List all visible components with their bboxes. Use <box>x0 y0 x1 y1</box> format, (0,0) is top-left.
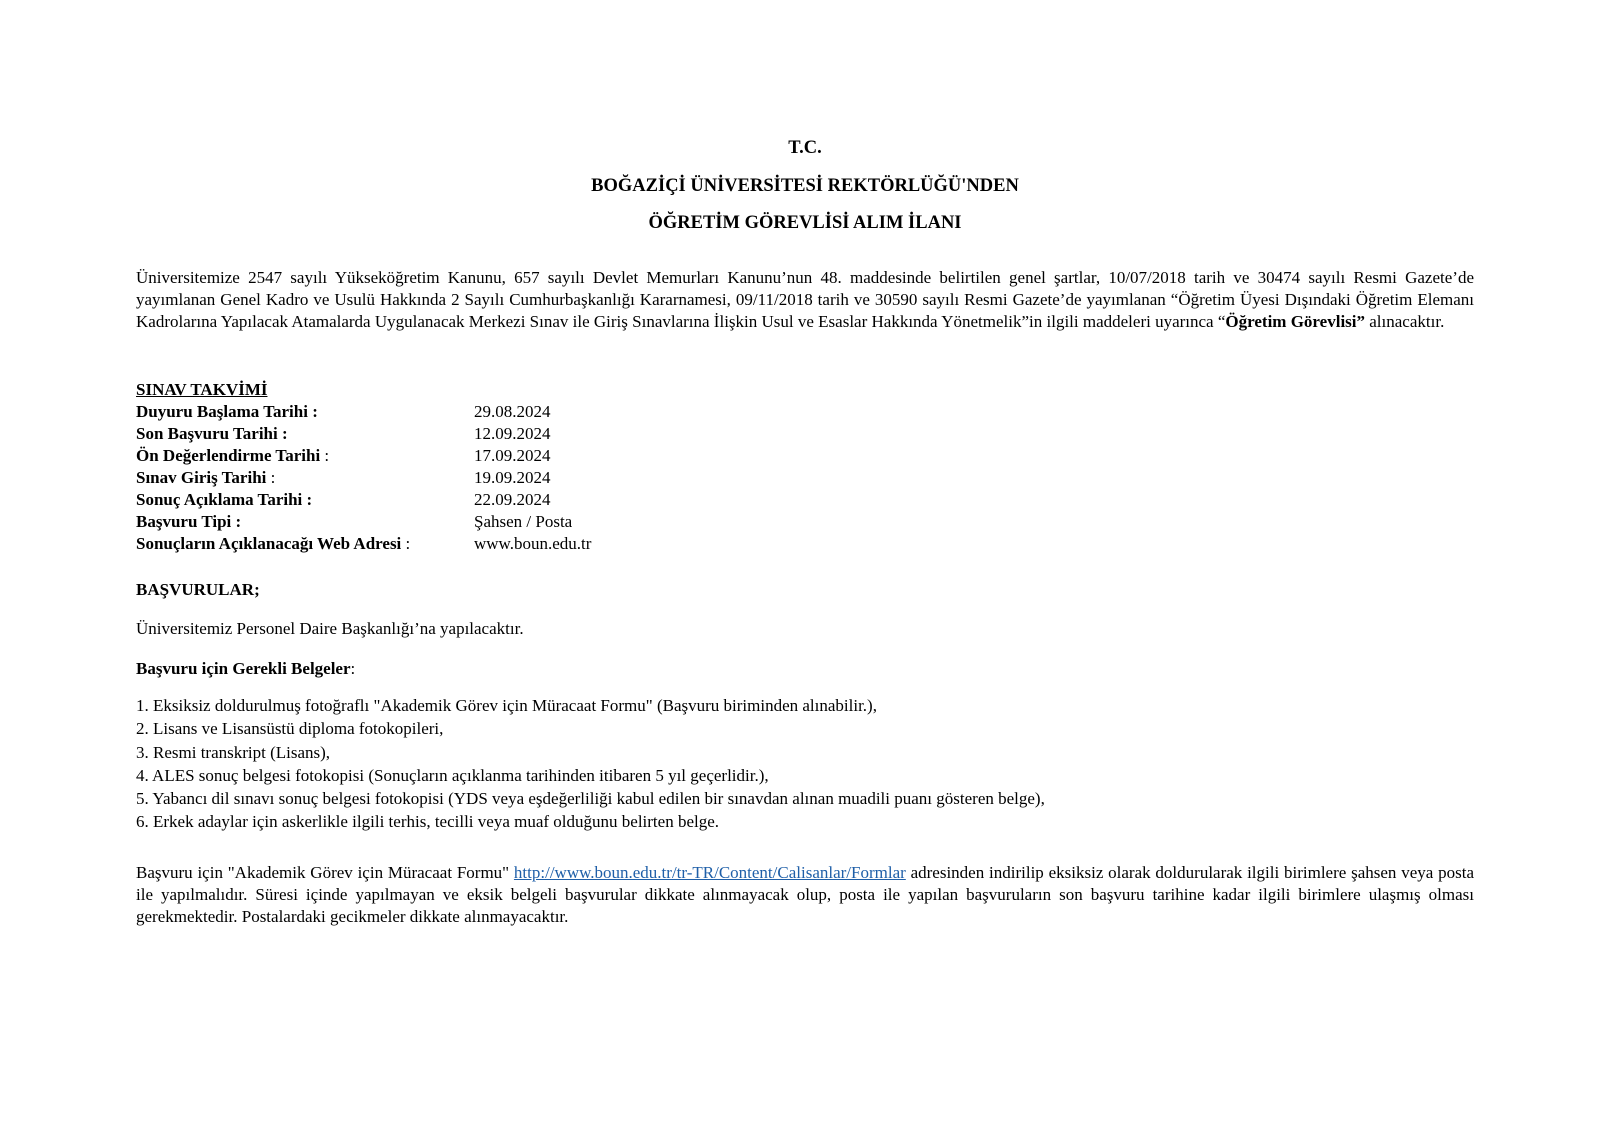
schedule-title: SINAV TAKVİMİ <box>136 380 268 399</box>
schedule-row <box>136 489 936 511</box>
document-list-item: 1. Eksiksiz doldurulmuş fotoğraflı "Akademik Görev için Müracaat Formu" (Başvuru biriminden alınabilir.), <box>136 696 877 715</box>
schedule-label-text: Sonuç Açıklama Tarihi <box>136 490 303 509</box>
exam-schedule <box>136 379 936 556</box>
schedule-label-colon: : <box>277 424 288 443</box>
schedule-row <box>136 533 936 556</box>
schedule-label-text: Son Başvuru Tarihi <box>136 424 278 443</box>
document-list-item: 3. Resmi transkript (Lisans), <box>136 742 331 762</box>
schedule-row <box>136 401 936 423</box>
documents-list <box>136 694 1045 834</box>
schedule-value: 29.08.2024 <box>474 402 551 421</box>
documents-heading-colon: : <box>350 659 356 678</box>
document-list-item: 2. Lisans ve Lisansüstü diploma fotokopileri, <box>136 719 444 739</box>
closing-text-end: adresinden indirilip eksiksiz olarak doldurularak ilgili birimlere şahsen veya posta ile yapılmalıdır. Süresi içinde yapılmayan ve eksik belgeli başvurular dikkate alınmayacak olup, posta ile yapılan başvuruların son başvuru tarihine kadar ilgili birimlere ulaşmış olması gerekmektedir. Postalardaki gecikmeler dikkate alınmayacaktır. <box>136 863 1474 926</box>
schedule-label-text: Sonuçların Açıklanacağı Web Adresi <box>136 534 402 553</box>
schedule-row <box>136 423 936 445</box>
schedule-rows <box>136 401 936 556</box>
header-announcement-title: ÖĞRETİM GÖREVLİSİ ALIM İLANI <box>648 213 962 233</box>
schedule-label-colon: : <box>401 534 411 553</box>
schedule-label-colon: : <box>302 490 313 509</box>
schedule-value: www.boun.edu.tr <box>474 534 592 553</box>
intro-bold-term: Öğretim Görevlisi” <box>1225 312 1366 331</box>
applications-heading: BAŞVURULAR; <box>136 580 260 599</box>
schedule-label-colon: : <box>307 402 318 421</box>
schedule-label-text: Duyuru Başlama Tarihi <box>136 402 308 421</box>
document-list-item: 6. Erkek adaylar için askerlikle ilgili terhis, tecilli veya muaf olduğunu belirten belge. <box>136 812 720 832</box>
schedule-label-colon: : <box>320 446 330 465</box>
schedule-label-colon: : <box>231 512 242 531</box>
schedule-label <box>136 445 474 467</box>
intro-paragraph <box>136 267 1474 333</box>
schedule-row <box>136 467 936 489</box>
closing-text: Başvuru için "Akademik Görev için Müracaat Formu" <box>136 863 514 882</box>
forms-link[interactable]: http://www.boun.edu.tr/tr-TR/Content/Calisanlar/Formlar <box>513 863 906 882</box>
applications-text: Üniversitemiz Personel Daire Başkanlığı’na yapılacaktır. <box>136 619 524 638</box>
schedule-label-text: Sınav Giriş Tarihi <box>136 468 267 487</box>
header-tc: T.C. <box>788 138 822 158</box>
schedule-label-text: Ön Değerlendirme Tarihi <box>136 446 321 465</box>
documents-heading-label: Başvuru için Gerekli Belgeler <box>136 659 351 678</box>
intro-text: Üniversitemize 2547 sayılı Yükseköğretim Kanunu, 657 sayılı Devlet Memurları Kanunu’nun 48. maddesinde belirtilen genel şartlar, 10/07/2018 tarih ve 30474 sayılı Resmi Gazete’de yayımlanan Genel Kadro ve Usulü Hakkında 2 Sayılı Cumhurbaşkanlığı Kararnamesi, 09/11/2018 tarih ve 30590 sayılı Resmi Gazete’de yayımlanan “Öğretim Üyesi Dışındaki Öğretim Elemanı Kadrolarına Yapılacak Atamalarda Uygulanacak Merkezi Sınav ile Giriş Sınavlarına İlişkin Usul ve Esaslar Hakkında Yönetmelik”in ilgili maddeleri uyarınca “ <box>136 268 1474 331</box>
schedule-row <box>136 511 936 533</box>
document-list-item: 5. Yabancı dil sınavı sonuç belgesi fotokopisi (YDS veya eşdeğerliliği kabul edilen bir sınavdan alınan muadili puanı gösteren belge), <box>136 789 1045 809</box>
schedule-label <box>136 489 474 511</box>
schedule-label <box>136 511 474 533</box>
schedule-label <box>136 423 474 445</box>
schedule-value: 12.09.2024 <box>474 424 551 443</box>
documents-heading <box>136 658 355 680</box>
document-page <box>136 0 1474 1131</box>
intro-text-end: alınacaktır. <box>1365 312 1445 331</box>
schedule-value: 22.09.2024 <box>474 490 551 509</box>
schedule-value: 17.09.2024 <box>474 446 551 465</box>
schedule-label-colon: : <box>266 468 276 487</box>
closing-paragraph <box>136 862 1474 928</box>
schedule-value: 19.09.2024 <box>474 468 551 487</box>
schedule-label <box>136 401 474 423</box>
header-university: BOĞAZİÇİ ÜNİVERSİTESİ REKTÖRLÜĞÜ'NDEN <box>591 176 1019 196</box>
schedule-label <box>136 467 474 489</box>
schedule-row <box>136 445 936 467</box>
schedule-label <box>136 533 474 556</box>
schedule-label-text: Başvuru Tipi <box>136 512 232 531</box>
schedule-value: Şahsen / Posta <box>474 512 573 531</box>
document-list-item: 4. ALES sonuç belgesi fotokopisi (Sonuçların açıklanma tarihinden itibaren 5 yıl geçerlidir.), <box>136 765 769 785</box>
